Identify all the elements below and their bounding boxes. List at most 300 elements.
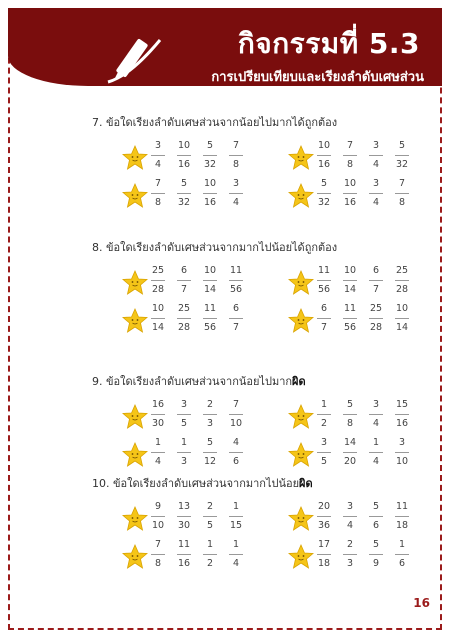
denominator: 14 <box>343 284 357 295</box>
denominator: 8 <box>154 558 162 569</box>
numerator: 1 <box>154 437 162 448</box>
fraction <box>366 139 386 172</box>
numerator: 3 <box>372 140 380 151</box>
denominator: 15 <box>229 520 243 531</box>
denominator: 16 <box>343 197 357 208</box>
numerator: 20 <box>317 501 331 512</box>
fraction-bar <box>203 280 217 281</box>
star-icon <box>122 442 148 467</box>
fraction-bar <box>317 452 331 453</box>
fraction <box>366 177 386 210</box>
star-icon <box>288 270 314 295</box>
fraction-bar <box>151 554 165 555</box>
fraction-sequence <box>148 398 252 431</box>
fraction <box>314 264 334 297</box>
fraction <box>148 264 168 297</box>
fraction <box>226 500 246 533</box>
question-number: 8. <box>92 241 106 254</box>
fraction <box>392 398 412 431</box>
fraction-bar <box>395 554 409 555</box>
numerator: 5 <box>320 178 328 189</box>
fraction <box>200 538 220 571</box>
denominator: 3 <box>346 558 354 569</box>
numerator: 7 <box>346 140 354 151</box>
fraction <box>148 500 168 533</box>
question-number: 9. <box>92 375 106 388</box>
numerator: 1 <box>180 437 188 448</box>
fraction-sequence <box>314 500 418 533</box>
fraction-bar <box>369 155 383 156</box>
fraction-bar <box>343 554 357 555</box>
fraction <box>148 538 168 571</box>
numerator: 10 <box>395 303 409 314</box>
fraction <box>340 500 360 533</box>
fraction <box>148 436 168 469</box>
numerator: 5 <box>206 437 214 448</box>
fraction-sequence <box>148 538 252 571</box>
fraction-bar <box>317 554 331 555</box>
question-text <box>92 474 313 492</box>
numerator: 1 <box>372 437 380 448</box>
fraction <box>392 177 412 210</box>
fraction <box>314 302 334 335</box>
numerator: 2 <box>206 399 214 410</box>
star-icon <box>288 183 314 208</box>
numerator: 2 <box>206 501 214 512</box>
denominator: 7 <box>320 322 328 333</box>
fraction <box>392 500 412 533</box>
fraction-bar <box>229 516 243 517</box>
denominator: 8 <box>346 159 354 170</box>
numerator: 10 <box>343 265 357 276</box>
denominator: 10 <box>229 418 243 429</box>
fraction-bar <box>343 318 357 319</box>
question-text <box>92 238 337 256</box>
numerator: 17 <box>317 539 331 550</box>
fraction <box>148 177 168 210</box>
fraction <box>174 302 194 335</box>
question-prompt: ข้อใดเรียงลำดับเศษส่วนจากน้อยไปมากได้ถูกต้อง <box>106 116 338 129</box>
fraction <box>226 264 246 297</box>
denominator: 10 <box>151 520 165 531</box>
denominator: 2 <box>206 558 214 569</box>
numerator: 3 <box>320 437 328 448</box>
fraction <box>392 436 412 469</box>
fraction-bar <box>177 452 191 453</box>
fraction-bar <box>203 516 217 517</box>
numerator: 16 <box>151 399 165 410</box>
fraction-bar <box>317 516 331 517</box>
fraction-bar <box>395 452 409 453</box>
fraction <box>200 302 220 335</box>
fraction-bar <box>229 452 243 453</box>
fraction-bar <box>229 155 243 156</box>
denominator: 8 <box>346 418 354 429</box>
denominator: 32 <box>177 197 191 208</box>
fraction <box>314 398 334 431</box>
numerator: 15 <box>395 399 409 410</box>
denominator: 7 <box>232 322 240 333</box>
fraction <box>200 177 220 210</box>
fraction <box>226 436 246 469</box>
fraction-bar <box>369 318 383 319</box>
fraction-bar <box>151 193 165 194</box>
fraction-bar <box>343 452 357 453</box>
page-subtitle: การเปรียบเทียบและเรียงลำดับเศษส่วน <box>211 70 424 85</box>
denominator: 16 <box>395 418 409 429</box>
fraction-bar <box>343 193 357 194</box>
fraction-sequence <box>314 177 418 210</box>
numerator: 14 <box>343 437 357 448</box>
denominator: 32 <box>203 159 217 170</box>
numerator: 4 <box>232 437 240 448</box>
fraction-bar <box>203 193 217 194</box>
denominator: 4 <box>372 159 380 170</box>
fraction <box>200 398 220 431</box>
denominator: 5 <box>180 418 188 429</box>
fraction <box>366 302 386 335</box>
fraction-sequence <box>148 139 252 172</box>
denominator: 4 <box>372 418 380 429</box>
question-emphasis: ผิด <box>299 477 313 490</box>
fraction-bar <box>151 414 165 415</box>
fraction <box>340 538 360 571</box>
numerator: 10 <box>151 303 165 314</box>
question-text <box>92 113 337 131</box>
fraction <box>392 302 412 335</box>
denominator: 8 <box>154 197 162 208</box>
numerator: 3 <box>372 178 380 189</box>
fraction <box>366 538 386 571</box>
denominator: 8 <box>232 159 240 170</box>
fraction-sequence <box>148 500 252 533</box>
fraction-bar <box>395 155 409 156</box>
fraction-bar <box>177 414 191 415</box>
numerator: 25 <box>369 303 383 314</box>
fraction-bar <box>395 318 409 319</box>
star-icon <box>122 183 148 208</box>
fraction-bar <box>343 280 357 281</box>
fraction-bar <box>177 318 191 319</box>
denominator: 5 <box>320 456 328 467</box>
denominator: 6 <box>398 558 406 569</box>
question-number: 10. <box>92 477 113 490</box>
fraction-bar <box>317 280 331 281</box>
fraction <box>174 264 194 297</box>
denominator: 4 <box>372 456 380 467</box>
fraction-bar <box>395 516 409 517</box>
numerator: 6 <box>232 303 240 314</box>
denominator: 12 <box>203 456 217 467</box>
denominator: 30 <box>177 520 191 531</box>
numerator: 5 <box>346 399 354 410</box>
fraction-bar <box>177 516 191 517</box>
fraction-bar <box>369 193 383 194</box>
fraction <box>392 264 412 297</box>
numerator: 6 <box>180 265 188 276</box>
fraction-sequence <box>148 264 252 297</box>
denominator: 16 <box>177 558 191 569</box>
fraction-bar <box>203 318 217 319</box>
fraction-sequence <box>148 436 252 469</box>
fraction <box>392 139 412 172</box>
denominator: 14 <box>395 322 409 333</box>
fraction-bar <box>203 155 217 156</box>
fraction-bar <box>395 414 409 415</box>
star-icon <box>122 145 148 170</box>
star-icon <box>122 544 148 569</box>
fraction-sequence <box>314 538 418 571</box>
question-prompt: ข้อใดเรียงลำดับเศษส่วนจากน้อยไปมาก <box>106 375 293 388</box>
fraction <box>340 302 360 335</box>
fraction-bar <box>369 452 383 453</box>
numerator: 5 <box>180 178 188 189</box>
fraction <box>226 398 246 431</box>
fraction <box>226 302 246 335</box>
fraction-bar <box>317 414 331 415</box>
denominator: 16 <box>317 159 331 170</box>
fraction <box>148 398 168 431</box>
fraction <box>314 436 334 469</box>
fraction-bar <box>317 193 331 194</box>
star-icon <box>122 308 148 333</box>
fraction-bar <box>343 516 357 517</box>
numerator: 5 <box>372 501 380 512</box>
fraction <box>314 500 334 533</box>
fraction <box>366 436 386 469</box>
numerator: 10 <box>203 178 217 189</box>
denominator: 16 <box>177 159 191 170</box>
denominator: 8 <box>398 197 406 208</box>
fraction-bar <box>151 280 165 281</box>
fraction <box>366 500 386 533</box>
page-title: กิจกรรมที่ 5.3 <box>237 27 420 60</box>
numerator: 11 <box>177 539 191 550</box>
fraction-bar <box>369 414 383 415</box>
star-icon <box>288 404 314 429</box>
fraction-bar <box>229 318 243 319</box>
fraction <box>200 264 220 297</box>
numerator: 10 <box>317 140 331 151</box>
numerator: 7 <box>398 178 406 189</box>
fraction <box>314 538 334 571</box>
fraction-sequence <box>314 264 418 297</box>
numerator: 3 <box>372 399 380 410</box>
fraction <box>174 398 194 431</box>
numerator: 1 <box>398 539 406 550</box>
fraction-bar <box>151 516 165 517</box>
fraction-bar <box>203 554 217 555</box>
fraction <box>200 500 220 533</box>
denominator: 56 <box>203 322 217 333</box>
numerator: 7 <box>232 140 240 151</box>
fraction-bar <box>203 414 217 415</box>
denominator: 30 <box>151 418 165 429</box>
numerator: 11 <box>317 265 331 276</box>
fraction-bar <box>343 414 357 415</box>
denominator: 18 <box>395 520 409 531</box>
denominator: 4 <box>154 159 162 170</box>
fraction <box>314 139 334 172</box>
denominator: 56 <box>229 284 243 295</box>
fraction-bar <box>343 155 357 156</box>
denominator: 20 <box>343 456 357 467</box>
denominator: 4 <box>372 197 380 208</box>
numerator: 1 <box>206 539 214 550</box>
fraction <box>174 139 194 172</box>
fraction-sequence <box>148 302 252 335</box>
fraction <box>226 177 246 210</box>
fraction-bar <box>229 554 243 555</box>
numerator: 5 <box>372 539 380 550</box>
fraction <box>392 538 412 571</box>
denominator: 10 <box>395 456 409 467</box>
denominator: 3 <box>180 456 188 467</box>
fraction-bar <box>177 155 191 156</box>
denominator: 14 <box>203 284 217 295</box>
numerator: 7 <box>232 399 240 410</box>
denominator: 4 <box>154 456 162 467</box>
header-banner <box>8 8 442 86</box>
fraction <box>226 139 246 172</box>
numerator: 6 <box>372 265 380 276</box>
numerator: 10 <box>203 265 217 276</box>
question-number: 7. <box>92 116 106 129</box>
star-icon <box>122 270 148 295</box>
denominator: 28 <box>177 322 191 333</box>
numerator: 25 <box>151 265 165 276</box>
denominator: 28 <box>151 284 165 295</box>
fraction <box>340 436 360 469</box>
denominator: 6 <box>372 520 380 531</box>
denominator: 4 <box>346 520 354 531</box>
question-prompt: ข้อใดเรียงลำดับเศษส่วนจากมากไปน้อย <box>113 477 300 490</box>
denominator: 4 <box>232 197 240 208</box>
star-icon <box>122 506 148 531</box>
numerator: 1 <box>320 399 328 410</box>
fraction <box>148 302 168 335</box>
fraction <box>174 538 194 571</box>
numerator: 7 <box>154 539 162 550</box>
numerator: 3 <box>154 140 162 151</box>
denominator: 4 <box>232 558 240 569</box>
fraction-bar <box>369 516 383 517</box>
numerator: 7 <box>154 178 162 189</box>
fraction-sequence <box>314 436 418 469</box>
star-icon <box>288 145 314 170</box>
star-icon <box>122 404 148 429</box>
numerator: 11 <box>229 265 243 276</box>
denominator: 16 <box>203 197 217 208</box>
numerator: 11 <box>203 303 217 314</box>
fraction-bar <box>151 318 165 319</box>
fraction-bar <box>177 554 191 555</box>
denominator: 56 <box>343 322 357 333</box>
fraction-bar <box>369 554 383 555</box>
numerator: 6 <box>320 303 328 314</box>
star-icon <box>288 544 314 569</box>
denominator: 6 <box>232 456 240 467</box>
denominator: 28 <box>369 322 383 333</box>
fraction-bar <box>177 193 191 194</box>
numerator: 25 <box>395 265 409 276</box>
denominator: 7 <box>372 284 380 295</box>
question-text <box>92 372 306 390</box>
numerator: 3 <box>346 501 354 512</box>
numerator: 3 <box>232 178 240 189</box>
fraction-bar <box>151 155 165 156</box>
fraction-bar <box>395 193 409 194</box>
page-number: 16 <box>413 596 430 610</box>
fraction <box>340 398 360 431</box>
fraction <box>174 436 194 469</box>
fraction <box>200 139 220 172</box>
star-icon <box>288 506 314 531</box>
fraction-bar <box>229 414 243 415</box>
fraction <box>148 139 168 172</box>
numerator: 2 <box>346 539 354 550</box>
question-emphasis: ผิด <box>292 375 306 388</box>
fraction <box>200 436 220 469</box>
fraction <box>174 177 194 210</box>
denominator: 14 <box>151 322 165 333</box>
numerator: 9 <box>154 501 162 512</box>
denominator: 56 <box>317 284 331 295</box>
fraction <box>366 398 386 431</box>
fraction-bar <box>177 280 191 281</box>
denominator: 18 <box>317 558 331 569</box>
fraction <box>366 264 386 297</box>
numerator: 3 <box>398 437 406 448</box>
pencil-icon <box>100 30 170 88</box>
denominator: 2 <box>320 418 328 429</box>
question-prompt: ข้อใดเรียงลำดับเศษส่วนจากมากไปน้อยได้ถูกต้อง <box>106 241 338 254</box>
numerator: 3 <box>180 399 188 410</box>
denominator: 9 <box>372 558 380 569</box>
numerator: 10 <box>177 140 191 151</box>
denominator: 36 <box>317 520 331 531</box>
fraction-sequence <box>314 139 418 172</box>
denominator: 32 <box>395 159 409 170</box>
star-icon <box>288 308 314 333</box>
numerator: 5 <box>398 140 406 151</box>
fraction-bar <box>395 280 409 281</box>
fraction <box>314 177 334 210</box>
fraction-bar <box>203 452 217 453</box>
denominator: 7 <box>180 284 188 295</box>
fraction-sequence <box>314 398 418 431</box>
fraction-bar <box>151 452 165 453</box>
denominator: 5 <box>206 520 214 531</box>
fraction <box>226 538 246 571</box>
fraction-bar <box>229 280 243 281</box>
fraction <box>174 500 194 533</box>
denominator: 3 <box>206 418 214 429</box>
fraction-sequence <box>314 302 418 335</box>
fraction-bar <box>317 318 331 319</box>
fraction-bar <box>369 280 383 281</box>
denominator: 28 <box>395 284 409 295</box>
numerator: 13 <box>177 501 191 512</box>
fraction <box>340 264 360 297</box>
numerator: 1 <box>232 501 240 512</box>
numerator: 5 <box>206 140 214 151</box>
fraction-sequence <box>148 177 252 210</box>
denominator: 32 <box>317 197 331 208</box>
numerator: 1 <box>232 539 240 550</box>
fraction <box>340 139 360 172</box>
numerator: 10 <box>343 178 357 189</box>
